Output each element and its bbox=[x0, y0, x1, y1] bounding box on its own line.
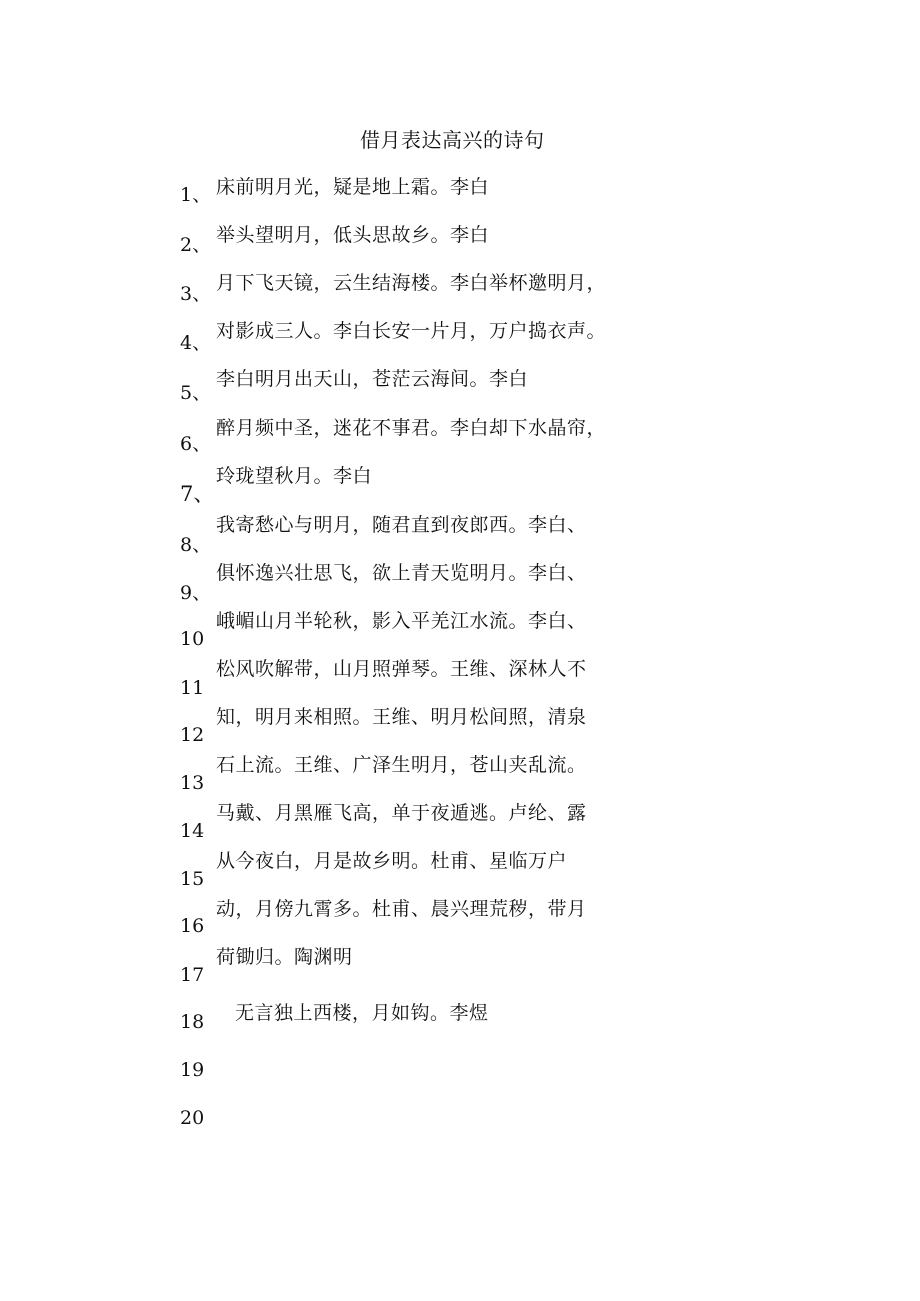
poem-line: 对影成三人。李白长安一片月，万户捣衣声。 bbox=[216, 320, 607, 342]
poem-line: 玲珑望秋月。李白 bbox=[216, 465, 373, 487]
poem-line: 醉月频中圣，迷花不事君。李白却下水晶帘， bbox=[216, 417, 607, 439]
list-number: 13 bbox=[180, 772, 205, 794]
list-number: 10 bbox=[180, 628, 205, 650]
list-number: 9、 bbox=[180, 582, 212, 604]
poem-line: 无言独上西楼，月如钩。李煜 bbox=[235, 1002, 489, 1024]
poem-line: 马戴、月黑雁飞高，单于夜遁逃。卢纶、露 bbox=[216, 802, 587, 824]
poem-line: 我寄愁心与明月，随君直到夜郎西。李白、 bbox=[216, 514, 587, 536]
document-title: 借月表达高兴的诗句 bbox=[360, 128, 545, 152]
poem-line: 从今夜白，月是故乡明。杜甫、星临万户 bbox=[216, 850, 568, 872]
poem-line: 月下飞天镜，云生结海楼。李白举杯邀明月， bbox=[216, 272, 607, 294]
poem-line: 床前明月光，疑是地上霜。李白 bbox=[216, 176, 490, 198]
list-number: 2、 bbox=[180, 234, 212, 256]
poem-line: 俱怀逸兴壮思飞，欲上青天览明月。李白、 bbox=[216, 562, 587, 584]
poem-line: 石上流。王维、广泽生明月，苍山夹乱流。 bbox=[216, 754, 587, 776]
list-number: 7、 bbox=[180, 482, 215, 506]
poem-line: 知，明月来相照。王维、明月松间照，清泉 bbox=[216, 706, 587, 728]
list-number: 18 bbox=[180, 1011, 205, 1033]
list-number: 5、 bbox=[180, 382, 212, 404]
list-number: 17 bbox=[180, 964, 205, 986]
list-number: 12 bbox=[180, 724, 205, 746]
poem-line: 松风吹解带，山月照弹琴。王维、深林人不 bbox=[216, 658, 587, 680]
poem-line: 峨嵋山月半轮秋，影入平羌江水流。李白、 bbox=[216, 610, 587, 632]
list-number: 11 bbox=[180, 677, 205, 699]
list-number: 19 bbox=[180, 1059, 205, 1081]
list-number: 1、 bbox=[180, 184, 212, 206]
list-number: 8、 bbox=[180, 534, 212, 556]
poem-line: 李白明月出天山，苍茫云海间。李白 bbox=[216, 368, 529, 390]
list-number: 20 bbox=[180, 1107, 205, 1129]
list-number: 4、 bbox=[180, 332, 212, 354]
list-number: 16 bbox=[180, 915, 205, 937]
list-number: 14 bbox=[180, 820, 205, 842]
poem-line: 荷锄归。陶渊明 bbox=[216, 946, 353, 968]
list-number: 15 bbox=[180, 868, 205, 890]
poem-line: 举头望明月，低头思故乡。李白 bbox=[216, 224, 490, 246]
list-number: 3、 bbox=[180, 283, 212, 305]
list-number: 6、 bbox=[180, 433, 212, 455]
poem-line: 动，月傍九霄多。杜甫、晨兴理荒秽，带月 bbox=[216, 898, 587, 920]
